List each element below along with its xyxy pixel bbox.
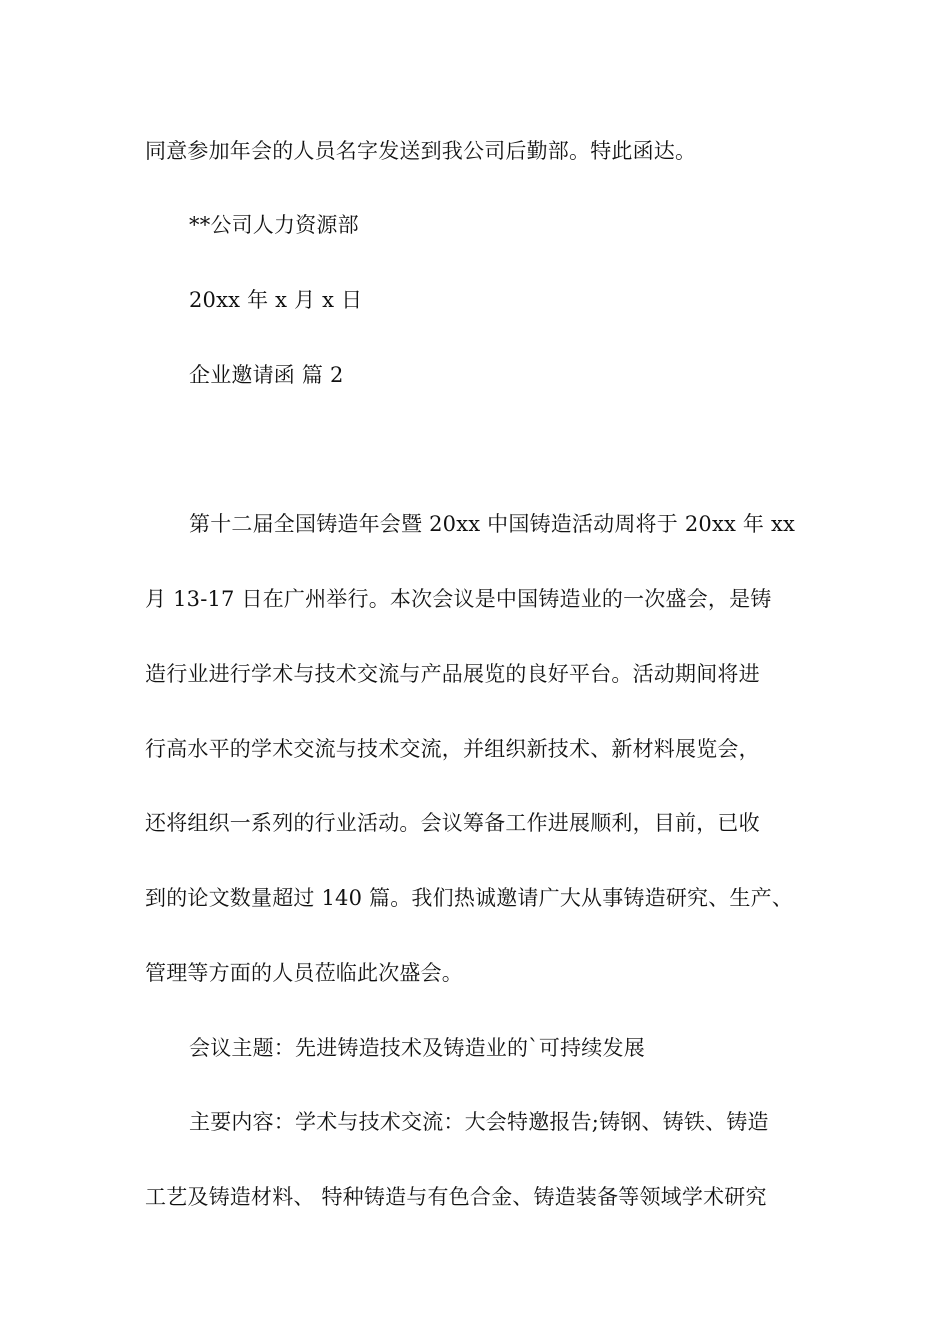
paragraph-line: 第十二届全国铸造年会暨 20xx 中国铸造活动周将于 20xx 年 xx — [189, 512, 796, 536]
section-heading: 企业邀请函 篇 2 — [189, 363, 344, 387]
meeting-theme: 会议主题：先进铸造技术及铸造业的`可持续发展 — [189, 1036, 645, 1060]
signature-department: **公司人力资源部 — [189, 213, 359, 237]
paragraph-line: 到的论文数量超过 140 篇。我们热诚邀请广大从事铸造研究、生产、 — [145, 886, 794, 910]
paragraph-line: 还将组织一系列的行业活动。会议筹备工作进展顺利，目前，已收 — [145, 811, 760, 835]
paragraph-line: 行高水平的学术交流与技术交流，并组织新技术、新材料展览会， — [145, 737, 760, 761]
signature-date: 20xx 年 x 月 x 日 — [189, 288, 363, 312]
paragraph-line: 管理等方面的人员莅临此次盛会。 — [145, 961, 463, 985]
paragraph-line: 月 13-17 日在广州举行。本次会议是中国铸造业的一次盛会，是铸 — [145, 587, 772, 611]
main-content-line: 主要内容：学术与技术交流：大会特邀报告;铸钢、铸铁、铸造 — [189, 1110, 769, 1134]
paragraph-line-closing: 同意参加年会的人员名字发送到我公司后勤部。特此函达。 — [145, 139, 697, 163]
paragraph-line: 造行业进行学术与技术交流与产品展览的良好平台。活动期间将进 — [145, 662, 760, 686]
main-content-line: 工艺及铸造材料、 特种铸造与有色合金、铸造装备等领域学术研究 — [145, 1185, 767, 1209]
